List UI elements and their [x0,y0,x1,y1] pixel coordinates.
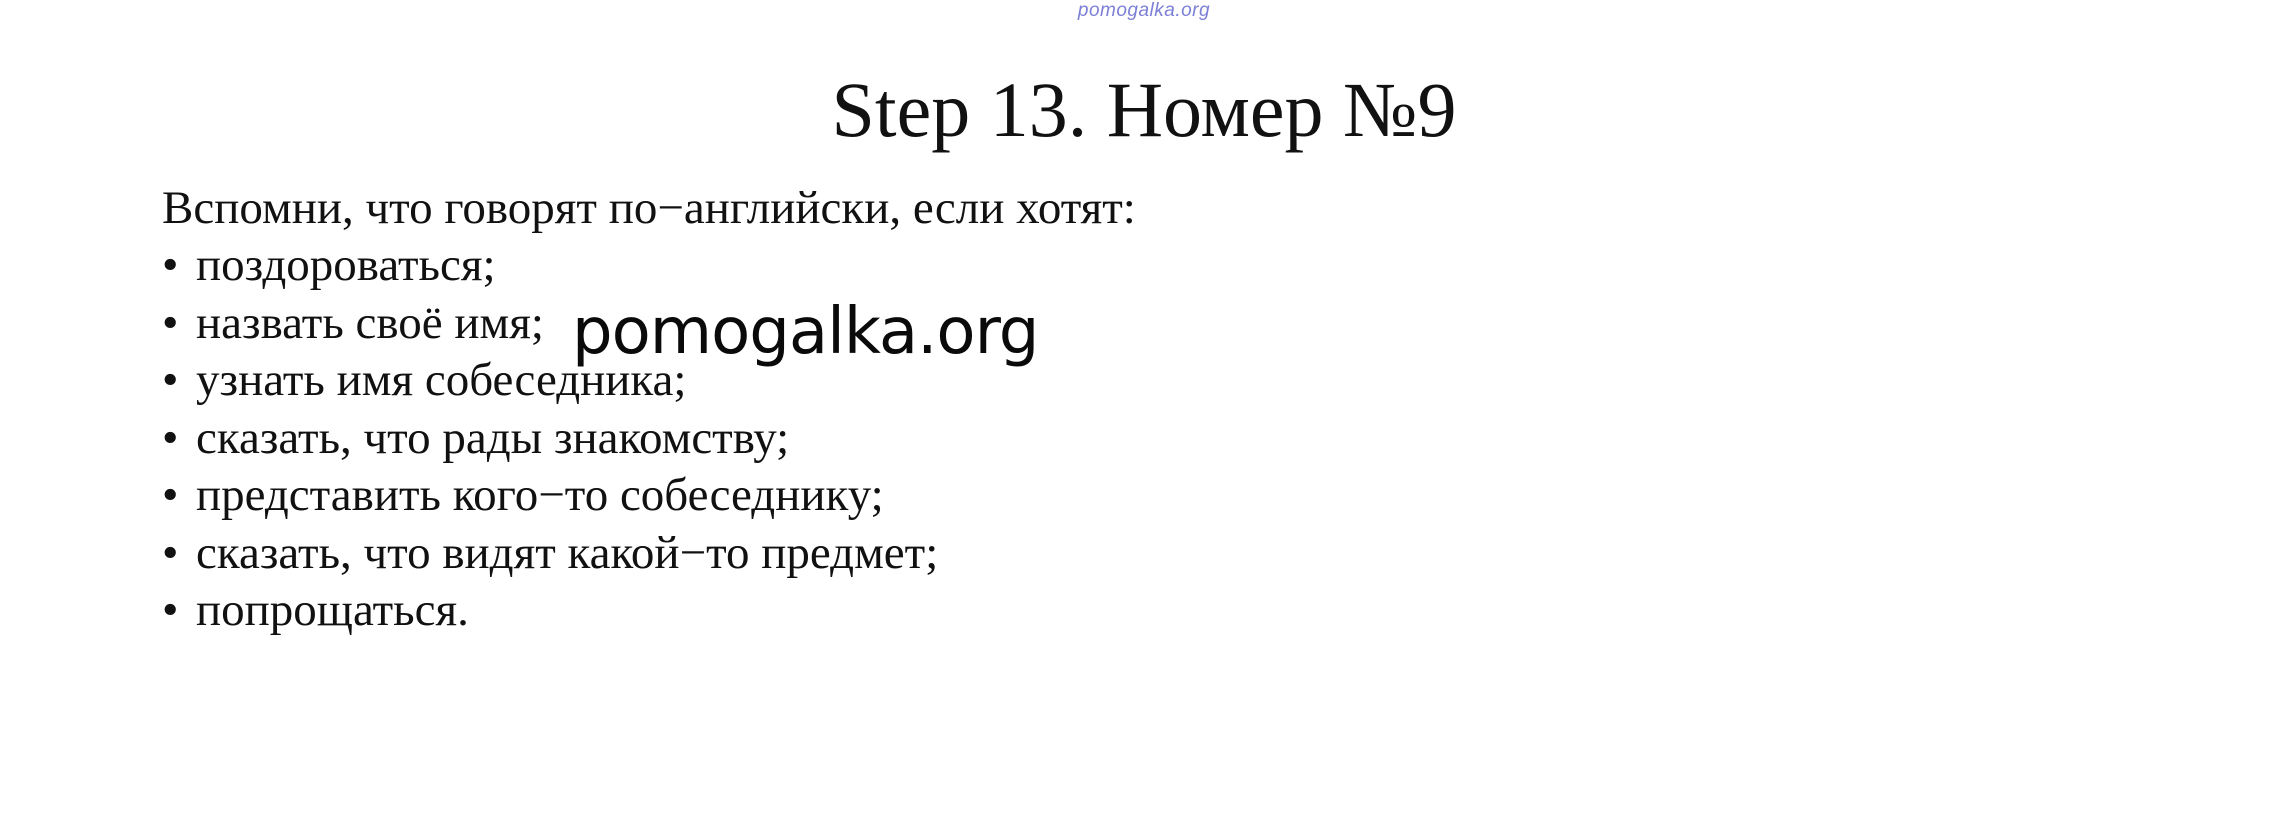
task-item-greet [162,237,1662,295]
exercise-content [162,180,1662,640]
overlay-watermark: pomogalka.org [572,295,1039,369]
page-title: Step 13. Номер №9 [831,66,1457,153]
bullet-icon: • [162,469,179,521]
bullet-icon: • [162,296,179,349]
task-item-text: сказать, что видят какой−то предмет; [196,526,939,579]
exercise-intro: Вспомни, что говорят по−английски, если хотят: [162,182,1136,234]
bullet-icon: • [162,239,179,291]
top-watermark: pomogalka.org [1077,0,1211,21]
bullet-icon: • [162,411,179,464]
task-item-text: сказать, что рады знакомству; [196,411,790,464]
bullet-icon: • [162,584,179,636]
task-item-nice-to-meet [162,410,1662,468]
task-item-text: узнать имя собеседника; [196,354,687,406]
task-item-introduce [162,467,1662,525]
bullet-icon: • [162,526,179,579]
task-item-text: представить кого−то собеседнику; [196,469,884,521]
task-item-text: поздороваться; [196,239,496,291]
task-item-text: попрощаться. [196,584,469,636]
task-item-text: назвать своё имя; [196,296,544,349]
bullet-icon: • [162,354,179,406]
task-item-see-object [162,525,1662,583]
task-item-goodbye [162,582,1662,640]
